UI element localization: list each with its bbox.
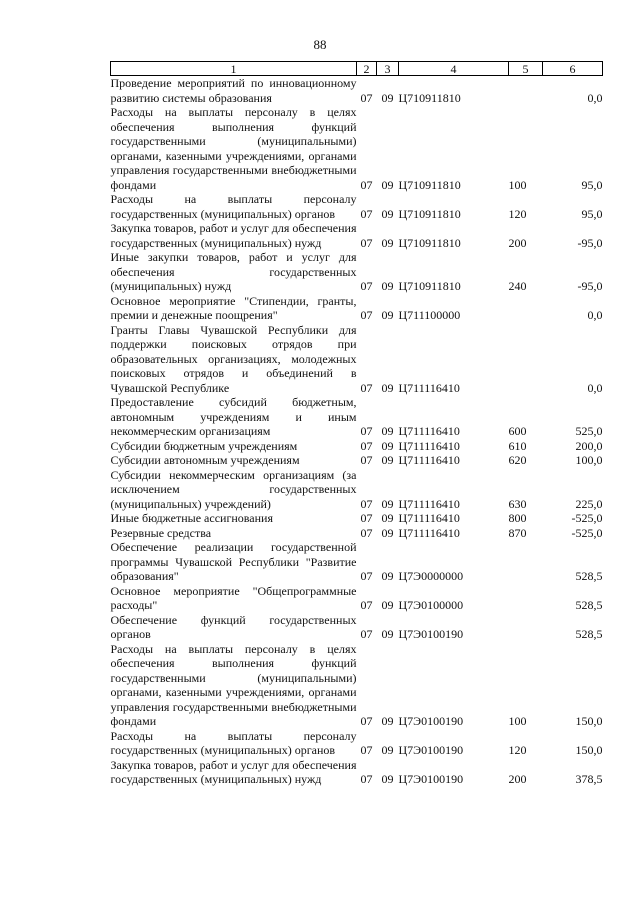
row-amount: 0,0 xyxy=(587,380,603,395)
row-target-article: Ц7Э0100000 xyxy=(398,598,464,612)
row-amount: 95,0 xyxy=(581,206,603,221)
table-row xyxy=(111,294,603,323)
row-section: 07 xyxy=(360,714,373,728)
row-amount: 150,0 xyxy=(575,743,603,757)
row-target-article: Ц710911810 xyxy=(398,235,461,250)
row-target-article: Ц7Э0100190 xyxy=(398,743,464,757)
row-target-article: Ц711116410 xyxy=(398,453,460,467)
row-section: 07 xyxy=(360,627,373,641)
table-row xyxy=(111,511,603,526)
row-target-article: Ц710911810 xyxy=(398,90,461,105)
row-expense-type xyxy=(509,76,543,106)
table-row xyxy=(111,105,603,192)
row-target-article: Ц7Э0000000 xyxy=(398,569,464,583)
row-name: Обеспечение функций государственных органов xyxy=(110,612,357,641)
row-target-article: Ц710911810 xyxy=(398,279,461,293)
row-expense-type: 120 xyxy=(508,206,527,221)
row-subsection: 09 xyxy=(381,235,394,250)
row-subsection: 09 xyxy=(381,743,394,757)
row-section: 07 xyxy=(360,206,373,221)
header-col-sum: 6 xyxy=(543,62,603,76)
row-amount: 100,0 xyxy=(575,453,603,467)
row-subsection: 09 xyxy=(381,453,394,467)
budget-table xyxy=(110,61,603,787)
row-name: Субсидии автономным учреждениям xyxy=(110,453,300,467)
row-amount: -95,0 xyxy=(577,235,603,250)
row-expense-type xyxy=(509,294,543,323)
row-amount: 528,5 xyxy=(575,598,603,612)
row-subsection: 09 xyxy=(381,438,394,453)
header-col-rz: 2 xyxy=(357,62,377,76)
row-name: Закупка товаров, работ и услуг для обеспечения государственных (муниципальных) нужд xyxy=(110,757,357,786)
row-subsection: 09 xyxy=(381,627,394,641)
row-amount: -525,0 xyxy=(571,511,603,525)
row-section: 07 xyxy=(360,453,373,467)
row-subsection: 09 xyxy=(381,772,394,786)
row-subsection: 09 xyxy=(381,206,394,221)
row-amount: 150,0 xyxy=(575,714,603,728)
row-expense-type: 800 xyxy=(508,511,527,525)
table-row xyxy=(111,323,603,396)
row-name: Субсидии бюджетным учреждениям xyxy=(110,438,298,453)
row-amount: -525,0 xyxy=(571,525,603,540)
row-name: Расходы на выплаты персоналу государственных (муниципальных) органов xyxy=(110,192,357,221)
row-expense-type: 100 xyxy=(508,177,527,192)
row-name: Иные бюджетные ассигнования xyxy=(110,511,273,525)
row-section: 07 xyxy=(360,598,373,612)
table-row xyxy=(111,468,603,512)
row-subsection: 09 xyxy=(381,308,394,322)
row-subsection: 09 xyxy=(381,424,394,438)
row-subsection: 09 xyxy=(381,90,394,105)
header-col-name: 1 xyxy=(111,62,357,76)
row-section: 07 xyxy=(360,511,373,525)
row-amount: 528,5 xyxy=(575,569,603,583)
row-expense-type: 600 xyxy=(508,424,527,438)
row-amount: 0,0 xyxy=(587,90,603,105)
row-name: Обеспечение реализации государственной программы Чувашской Республики "Развитие образования" xyxy=(110,540,357,583)
row-amount: 378,5 xyxy=(575,772,603,786)
row-amount: 528,5 xyxy=(575,627,603,641)
row-target-article: Ц711116410 xyxy=(398,438,460,453)
table-row xyxy=(111,642,603,729)
row-name: Проведение мероприятий по инновационному развитию системы образования xyxy=(110,76,357,105)
row-expense-type: 100 xyxy=(508,714,527,728)
row-target-article: Ц711116410 xyxy=(398,424,460,438)
row-target-article: Ц711100000 xyxy=(398,308,461,322)
row-expense-type: 200 xyxy=(508,235,527,250)
row-expense-type xyxy=(509,584,543,613)
row-subsection: 09 xyxy=(381,380,394,395)
row-expense-type xyxy=(509,323,543,396)
table-row xyxy=(111,439,603,454)
row-section: 07 xyxy=(360,235,373,250)
row-section: 07 xyxy=(360,380,373,395)
row-subsection: 09 xyxy=(381,569,394,583)
table-row xyxy=(111,526,603,541)
row-name: Расходы на выплаты персоналу в целях обеспечения выполнения функций государственными (муниципальными) органами, казенными учреждениями, органами управления государственными внебюджетными фондами xyxy=(110,105,357,192)
row-section: 07 xyxy=(360,743,373,757)
row-target-article: Ц7Э0100190 xyxy=(398,714,464,728)
row-amount: 0,0 xyxy=(587,308,603,322)
row-name: Предоставление субсидий бюджетным, автономным учреждениям и иным некоммерческим организациям xyxy=(110,395,357,438)
row-expense-type xyxy=(509,540,543,584)
row-subsection: 09 xyxy=(381,177,394,192)
table-row xyxy=(111,453,603,468)
header-col-pr: 3 xyxy=(377,62,399,76)
row-target-article: Ц7Э0100190 xyxy=(398,627,464,641)
table-row xyxy=(111,613,603,642)
row-name: Субсидии некоммерческим организациям (за исключением государственных (муниципальных) учреждений) xyxy=(110,467,357,511)
row-subsection: 09 xyxy=(381,525,394,540)
table-row xyxy=(111,729,603,758)
row-target-article: Ц711116410 xyxy=(398,380,460,395)
row-name: Расходы на выплаты персоналу в целях обеспечения выполнения функций государственными (муниципальными) органами, казенными учреждениями, органами управления государственными внебюджетными фондами xyxy=(110,641,357,728)
row-target-article: Ц711116410 xyxy=(398,496,460,511)
row-section: 07 xyxy=(360,90,373,105)
row-subsection: 09 xyxy=(381,598,394,612)
row-subsection: 09 xyxy=(381,714,394,728)
row-name: Расходы на выплаты персоналу государственных (муниципальных) органов xyxy=(110,728,357,757)
row-expense-type: 200 xyxy=(508,772,527,786)
row-section: 07 xyxy=(360,308,373,322)
row-section: 07 xyxy=(360,438,373,453)
row-subsection: 09 xyxy=(381,279,394,293)
row-expense-type xyxy=(509,613,543,642)
row-target-article: Ц710911810 xyxy=(398,206,461,221)
header-col-vr: 5 xyxy=(509,62,543,76)
table-row xyxy=(111,76,603,106)
row-section: 07 xyxy=(360,279,373,293)
row-amount: -95,0 xyxy=(577,279,603,293)
row-name: Гранты Главы Чувашской Республики для поддержки поисковых отрядов при образовательных организациях, молодежных поисковых отрядов и объединений в Чувашской Республике xyxy=(110,322,357,395)
row-name: Иные закупки товаров, работ и услуг для обеспечения государственных (муниципальных) нужд xyxy=(110,250,357,293)
row-name: Закупка товаров, работ и услуг для обеспечения государственных (муниципальных) нужд xyxy=(110,221,357,250)
row-section: 07 xyxy=(360,496,373,511)
row-section: 07 xyxy=(360,424,373,438)
row-expense-type: 240 xyxy=(508,279,527,293)
table-row xyxy=(111,584,603,613)
table-row xyxy=(111,192,603,221)
row-name: Основное мероприятие "Стипендии, гранты, премии и денежные поощрения" xyxy=(110,293,357,322)
row-section: 07 xyxy=(360,772,373,786)
table-row xyxy=(111,250,603,294)
row-expense-type: 610 xyxy=(508,438,527,453)
row-name: Основное мероприятие "Общепрограммные расходы" xyxy=(110,583,357,612)
row-subsection: 09 xyxy=(381,511,394,525)
row-amount: 200,0 xyxy=(575,438,603,453)
table-row xyxy=(111,758,603,787)
row-section: 07 xyxy=(360,177,373,192)
row-target-article: Ц710911810 xyxy=(398,177,461,192)
row-name: Резервные средства xyxy=(110,525,212,540)
header-col-csr: 4 xyxy=(399,62,509,76)
row-target-article: Ц711116410 xyxy=(398,511,460,525)
row-amount: 225,0 xyxy=(575,496,603,511)
row-subsection: 09 xyxy=(381,496,394,511)
row-target-article: Ц7Э0100190 xyxy=(398,772,464,786)
row-expense-type: 870 xyxy=(508,525,527,540)
row-amount: 525,0 xyxy=(575,424,603,438)
table-row xyxy=(111,540,603,584)
row-expense-type: 620 xyxy=(508,453,527,467)
row-expense-type: 120 xyxy=(508,743,527,757)
row-target-article: Ц711116410 xyxy=(398,525,460,540)
row-section: 07 xyxy=(360,569,373,583)
table-row xyxy=(111,395,603,439)
table-row xyxy=(111,221,603,250)
row-expense-type: 630 xyxy=(508,496,527,511)
row-section: 07 xyxy=(360,525,373,540)
row-amount: 95,0 xyxy=(581,177,603,192)
table-header-row xyxy=(111,62,603,76)
page-number: 88 xyxy=(313,37,327,52)
